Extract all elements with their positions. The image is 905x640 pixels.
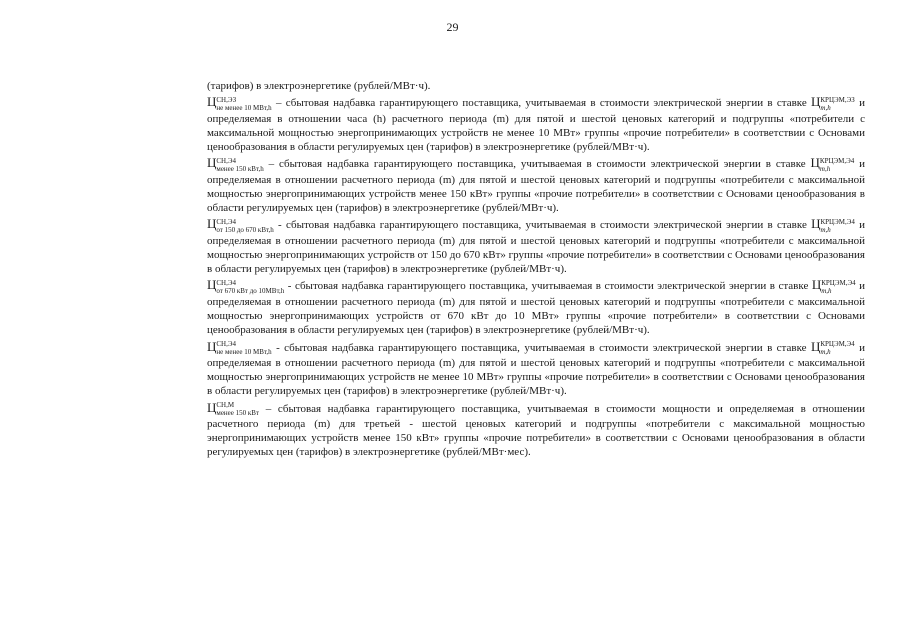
definition-text-continued: и определяемая в отношении часа (h) расчетного периода (m) для пятой и шестой ценовых категорий и подгруппы «потребители с максимальной мощностью энергопринимающих устройств не менее 10 МВт» группы «прочие потребители» в соответствии с Основами ценообразования в области регулируемых цен (тарифов) в электроэнергетике (рублей/МВт·ч). bbox=[207, 97, 865, 154]
definition-text: – сбытовая надбавка гарантирующего поставщика, учитываемая в стоимости мощности и определяемая в отношении расчетного периода (m) для третьей - шестой ценовых категорий и подгруппы «потребители с максимальной мощностью энергопринимающих устройств менее 150 кВт» группы «прочие потребители» в соответствии с Основами ценообразования в области регулируемых цен (тарифов) в электроэнергетике (рублей/МВт·мес). bbox=[207, 402, 865, 459]
definition-text: - сбытовая надбавка гарантирующего поставщика, учитываемая в стоимости электрической энергии в ставке bbox=[284, 280, 812, 293]
tariff-symbol: Ц bbox=[207, 216, 217, 232]
symbol-superscript: СН,Э4 bbox=[216, 156, 236, 165]
reference-symbol: Ц bbox=[810, 155, 820, 171]
tariff-symbol-indices bbox=[216, 218, 273, 234]
reference-subscript: m,h bbox=[819, 164, 831, 173]
definition-text-continued: и определяемая в отношении расчетного периода (m) для пятой и шестой ценовых категорий и подгруппы «потребители с максимальной мощностью энергопринимающих устройств не менее 10 МВт» группы «прочие потребители» в соответствии с Основами ценообразования в области регулируемых цен (тарифов) в электроэнергетике (рублей/МВт·ч). bbox=[207, 341, 865, 398]
symbol-subscript: не менее 10 МВт,h bbox=[216, 347, 272, 356]
definition-text-continued: и определяемая в отношении расчетного периода (m) для пятой и шестой ценовых категорий и подгруппы «потребители с максимальной мощностью энергопринимающих устройств от 670 кВт до 10 МВт» группы «прочие потребители» в соответствии с Основами ценообразования в области регулируемых цен (тарифов) в электроэнергетике (рублей/МВт·ч). bbox=[207, 280, 865, 337]
reference-superscript: КРЦЭМ,Э4 bbox=[819, 156, 855, 165]
page-number: 29 bbox=[446, 20, 459, 34]
reference-superscript: КРЦЭМ,Э4 bbox=[820, 217, 855, 226]
definition-text: - сбытовая надбавка гарантирующего поставщика, учитываемая в стоимости электрической энергии в ставке bbox=[271, 341, 811, 354]
definition-item bbox=[207, 401, 865, 460]
lead-paragraph: (тарифов) в электроэнергетике (рублей/МВт·ч). bbox=[207, 80, 431, 92]
tariff-symbol-indices bbox=[216, 340, 271, 356]
reference-symbol-indices bbox=[820, 340, 854, 356]
tariff-symbol: Ц bbox=[207, 155, 217, 171]
definition-item bbox=[207, 156, 865, 215]
reference-symbol-indices bbox=[820, 157, 854, 173]
symbol-superscript: СН,Э4 bbox=[216, 278, 236, 287]
definition-text-continued: и определяемая в отношении расчетного периода (m) для пятой и шестой ценовых категорий и подгруппы «потребители с максимальной мощностью энергопринимающих устройств менее 150 кВт» группы «прочие потребители» в соответствии с Основами ценообразования в области регулируемых цен (тарифов) в электроэнергетике (рублей/МВт·ч). bbox=[207, 158, 866, 215]
reference-symbol-indices bbox=[821, 218, 855, 234]
symbol-superscript: СН,Э4 bbox=[216, 217, 236, 226]
reference-symbol: Ц bbox=[811, 216, 821, 232]
symbol-subscript: менее 150 кВт bbox=[216, 409, 260, 418]
reference-symbol-indices bbox=[820, 96, 854, 112]
tariff-symbol-indices bbox=[216, 96, 271, 112]
reference-symbol: Ц bbox=[811, 277, 822, 293]
reference-symbol-indices bbox=[821, 279, 855, 295]
reference-symbol: Ц bbox=[810, 338, 821, 354]
definition-text: - сбытовая надбавка гарантирующего поставщика, учитываемая в стоимости электрической энергии в ставке bbox=[273, 219, 812, 232]
definition-text: – сбытовая надбавка гарантирующего поставщика, учитываемая в стоимости электрической энергии в ставке bbox=[263, 158, 811, 171]
reference-subscript: m,h bbox=[821, 286, 832, 295]
definition-item bbox=[207, 278, 865, 337]
symbol-subscript: от 150 до 670 кВт,h bbox=[216, 225, 274, 234]
symbol-superscript: СН,ЭЗ bbox=[216, 95, 237, 104]
reference-superscript: КРЦЭМ,Э4 bbox=[821, 278, 856, 287]
reference-symbol: Ц bbox=[811, 94, 821, 110]
tariff-symbol: Ц bbox=[207, 94, 217, 110]
reference-subscript: m,h bbox=[820, 103, 831, 112]
symbol-superscript: СН,Э4 bbox=[216, 339, 236, 348]
symbol-subscript: от 670 кВт до 10МВт,h bbox=[216, 286, 285, 295]
reference-superscript: КРЦЭМ,Э4 bbox=[820, 339, 855, 348]
document-body bbox=[207, 79, 865, 462]
definition-list bbox=[207, 95, 865, 459]
symbol-superscript: СН,М bbox=[216, 401, 235, 410]
reference-subscript: m,h bbox=[820, 347, 831, 356]
reference-subscript: m,h bbox=[820, 225, 831, 234]
tariff-symbol: Ц bbox=[207, 399, 217, 415]
tariff-symbol: Ц bbox=[207, 277, 217, 293]
definition-item bbox=[207, 217, 865, 276]
tariff-symbol-indices bbox=[216, 401, 259, 417]
symbol-subscript: менее 150 кВт,h bbox=[216, 164, 264, 173]
definition-item bbox=[207, 340, 865, 399]
definition-item bbox=[207, 95, 865, 154]
definition-text: – сбытовая надбавка гарантирующего поставщика, учитываемая в стоимости электрической энергии в ставке bbox=[271, 97, 811, 110]
tariff-symbol-indices bbox=[216, 157, 263, 173]
definition-text-continued: и определяемая в отношении расчетного периода (m) для пятой и шестой ценовых категорий и подгруппы «потребители с максимальной мощностью энергопринимающих устройств от 150 до 670 кВт» группы «прочие потребители» в соответствии с Основами ценообразования в области регулируемых цен (тарифов) в электроэнергетике (рублей/МВт·ч). bbox=[207, 219, 865, 276]
reference-superscript: КРЦЭМ,ЭЗ bbox=[820, 95, 855, 104]
tariff-symbol-indices bbox=[216, 279, 284, 295]
symbol-subscript: не менее 10 МВт,h bbox=[216, 103, 272, 112]
tariff-symbol: Ц bbox=[207, 338, 217, 354]
